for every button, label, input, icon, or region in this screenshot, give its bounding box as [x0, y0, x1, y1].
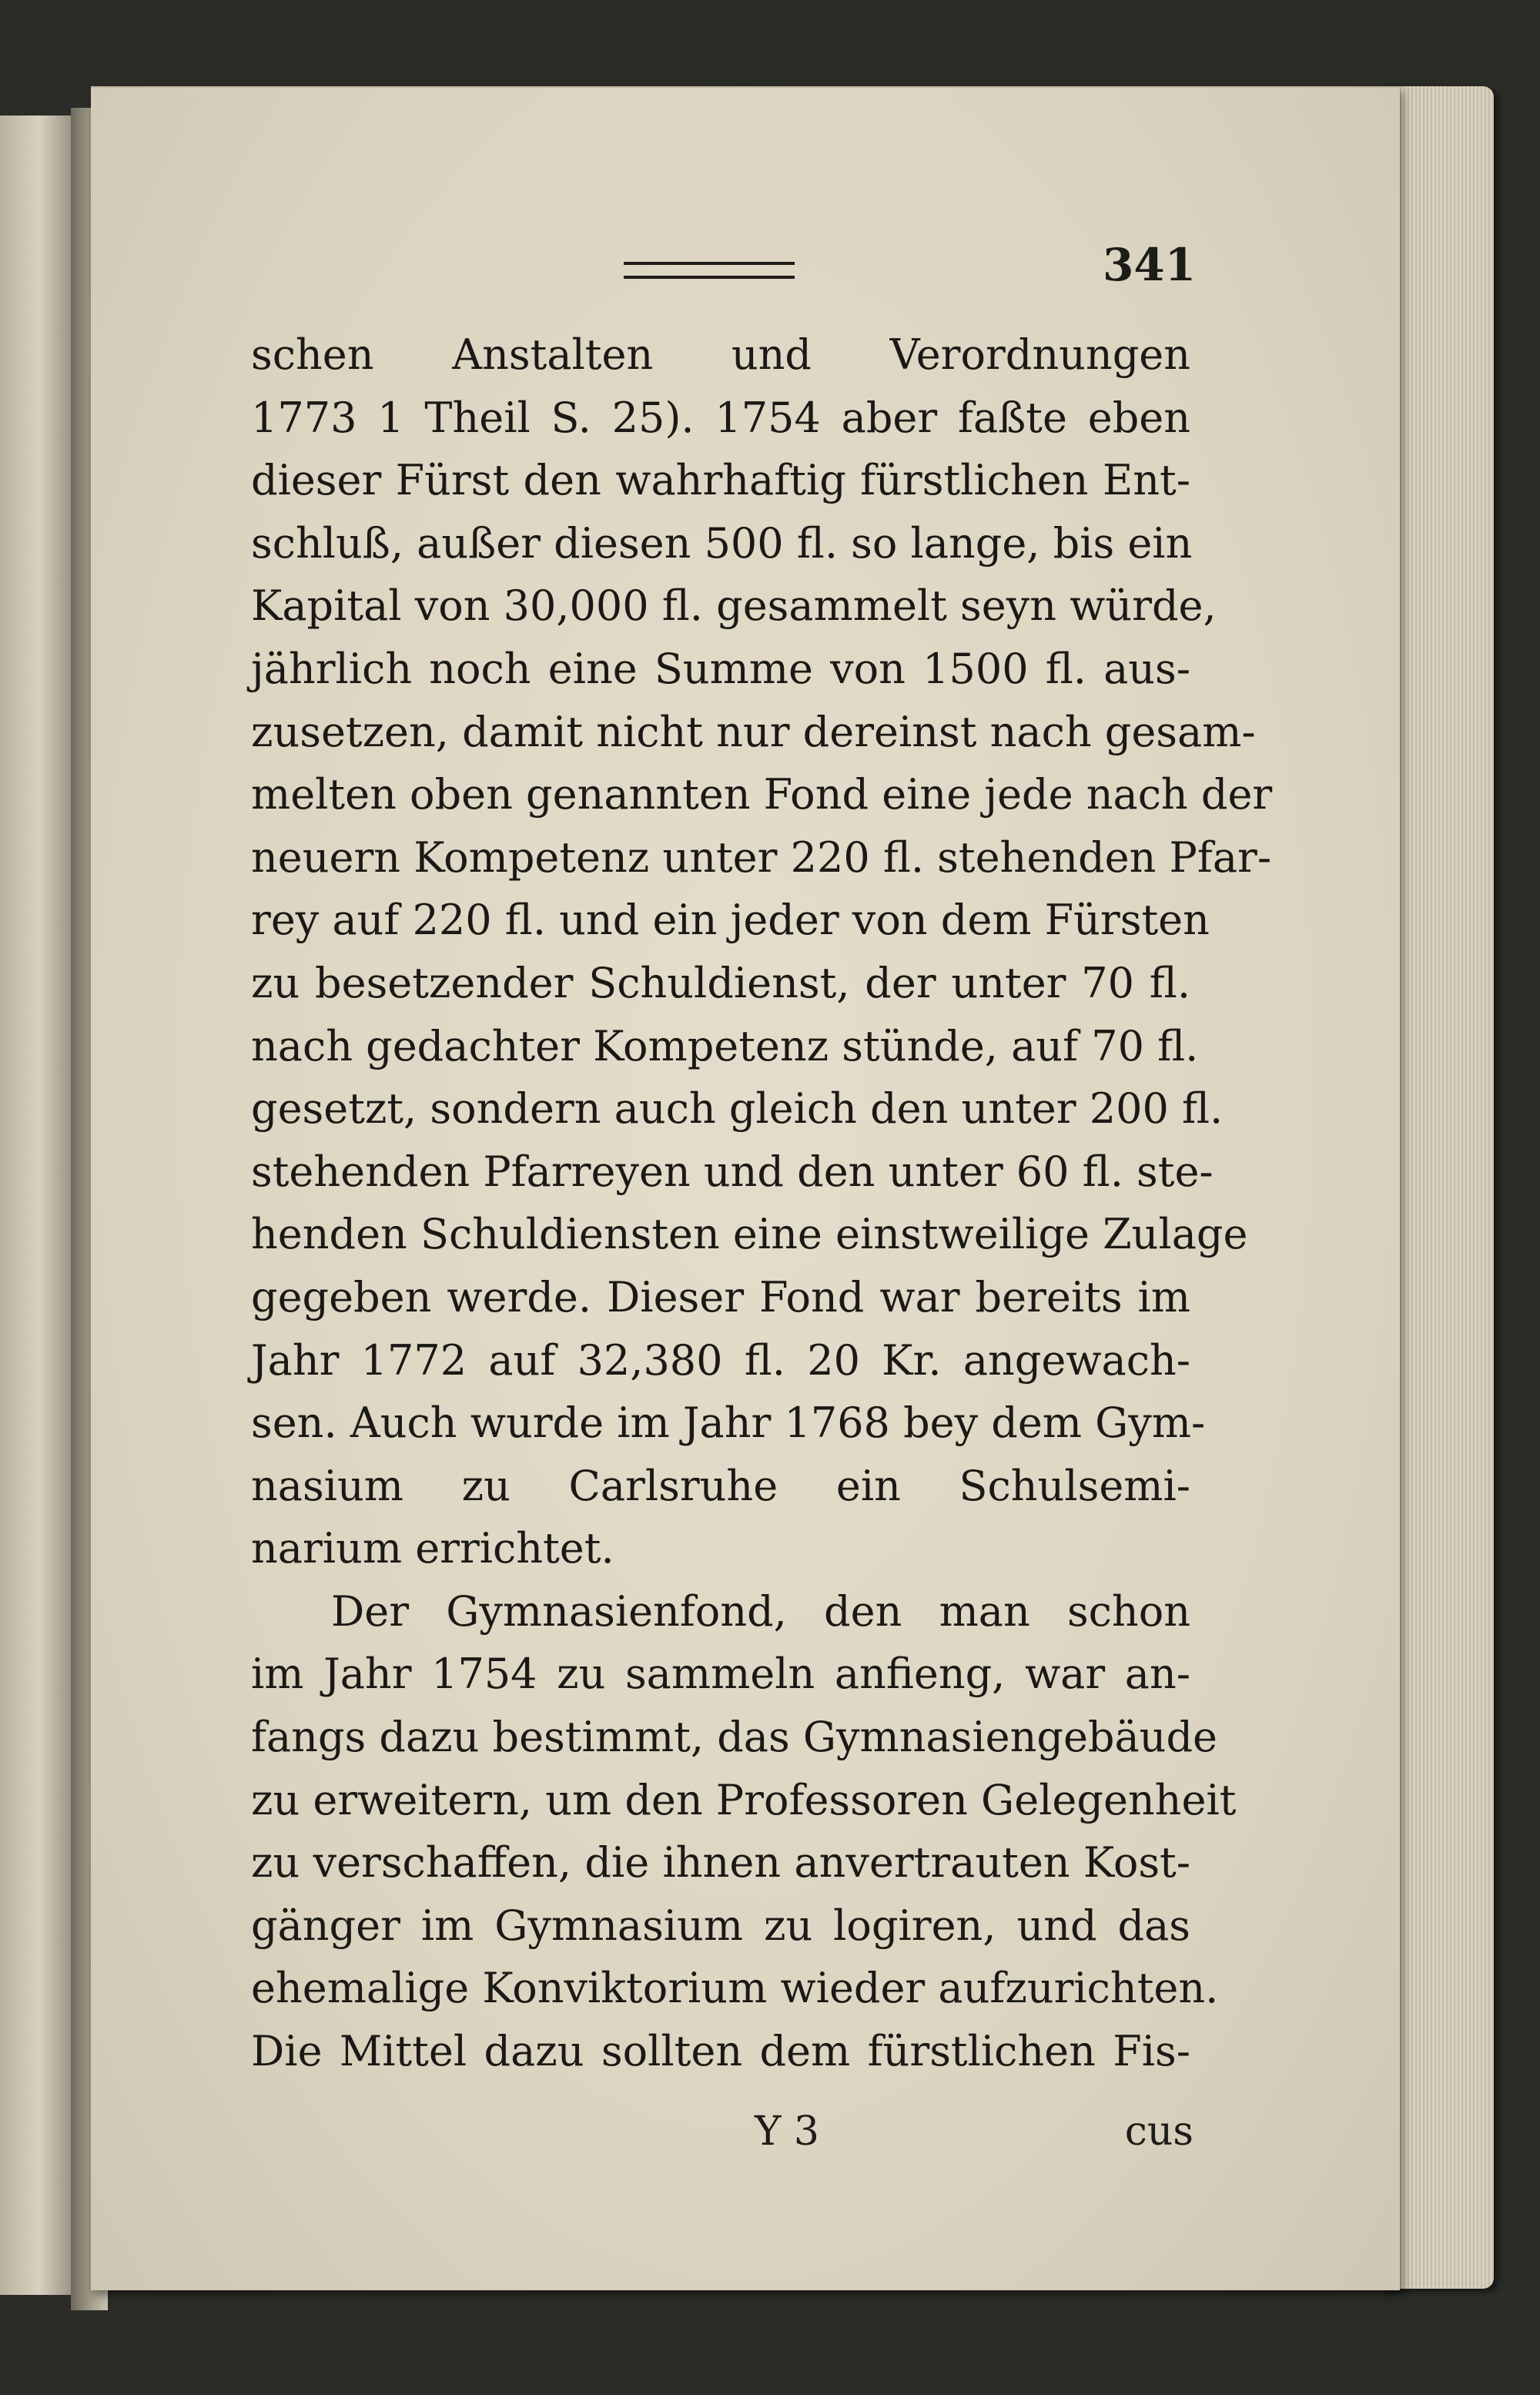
text-line: zu besetzender Schuldienst, der unter 70 fl. — [251, 958, 1190, 1007]
text-line: gänger im Gymnasium zu logiren, und das — [251, 1901, 1190, 1950]
text-line: nasium zu Carlsruhe ein Schulsemi- — [251, 1461, 1190, 1510]
text-line: sen. Auch wurde im Jahr 1768 bey dem Gym- — [251, 1398, 1206, 1448]
text-line: melten oben genannten Fond eine jede nach der — [251, 770, 1273, 819]
page-number: 341 — [1103, 239, 1197, 291]
text-line: narium errichtet. — [251, 1524, 614, 1573]
text-line: gegeben werde. Dieser Fond war bereits im — [251, 1272, 1190, 1321]
text-line: dieser Fürst den wahrhaftig fürstlichen Ent- — [251, 456, 1190, 505]
text-line: rey auf 220 fl. und ein jeder von dem Fürsten — [251, 896, 1210, 945]
page-body-text — [251, 323, 1273, 2083]
text-line: neuern Kompetenz unter 220 fl. stehenden Pfar- — [251, 832, 1272, 882]
text-line: 1773 1 Theil S. 25). 1754 aber faßte eben — [251, 393, 1190, 442]
text-line: im Jahr 1754 zu sammeln anfieng, war an- — [251, 1650, 1190, 1699]
facing-page-edge — [0, 116, 72, 2295]
signature-mark: Y 3 — [755, 2109, 819, 2155]
text-line: schen Anstalten und Verordnungen — [251, 330, 1190, 379]
text-line: ehemalige Konviktorium wieder aufzurichten. — [251, 1964, 1219, 2013]
text-line: Die Mittel dazu sollten dem fürstlichen Fis- — [251, 2027, 1190, 2076]
text-line: schluß, außer diesen 500 fl. so lange, bis ein — [251, 518, 1193, 568]
text-line: Der Gymnasienfond, den man schon — [331, 1586, 1190, 1636]
text-line: nach gedachter Kompetenz stünde, auf 70 fl. — [251, 1021, 1199, 1070]
text-line: gesetzt, sondern auch gleich den unter 200 fl. — [251, 1084, 1224, 1134]
text-line: zu erweitern, um den Professoren Gelegenheit — [251, 1775, 1237, 1824]
text-line: Kapital von 30,000 fl. gesammelt seyn würde, — [251, 581, 1217, 631]
text-line: jährlich noch eine Summe von 1500 fl. aus- — [251, 644, 1190, 693]
header-double-rule — [624, 262, 795, 279]
text-line: Jahr 1772 auf 32,380 fl. 20 Kr. angewach- — [251, 1335, 1190, 1385]
text-line: zusetzen, damit nicht nur dereinst nach gesam- — [251, 707, 1256, 756]
catchword: cus — [1124, 2109, 1194, 2155]
text-line: zu verschaffen, die ihnen anvertrauten Kost- — [251, 1838, 1190, 1888]
text-line: fangs dazu bestimmt, das Gymnasiengebäude — [251, 1713, 1217, 1762]
text-line: henden Schuldiensten eine einstweilige Zulage — [251, 1210, 1248, 1259]
text-line: stehenden Pfarreyen und den unter 60 fl. ste- — [251, 1147, 1214, 1196]
